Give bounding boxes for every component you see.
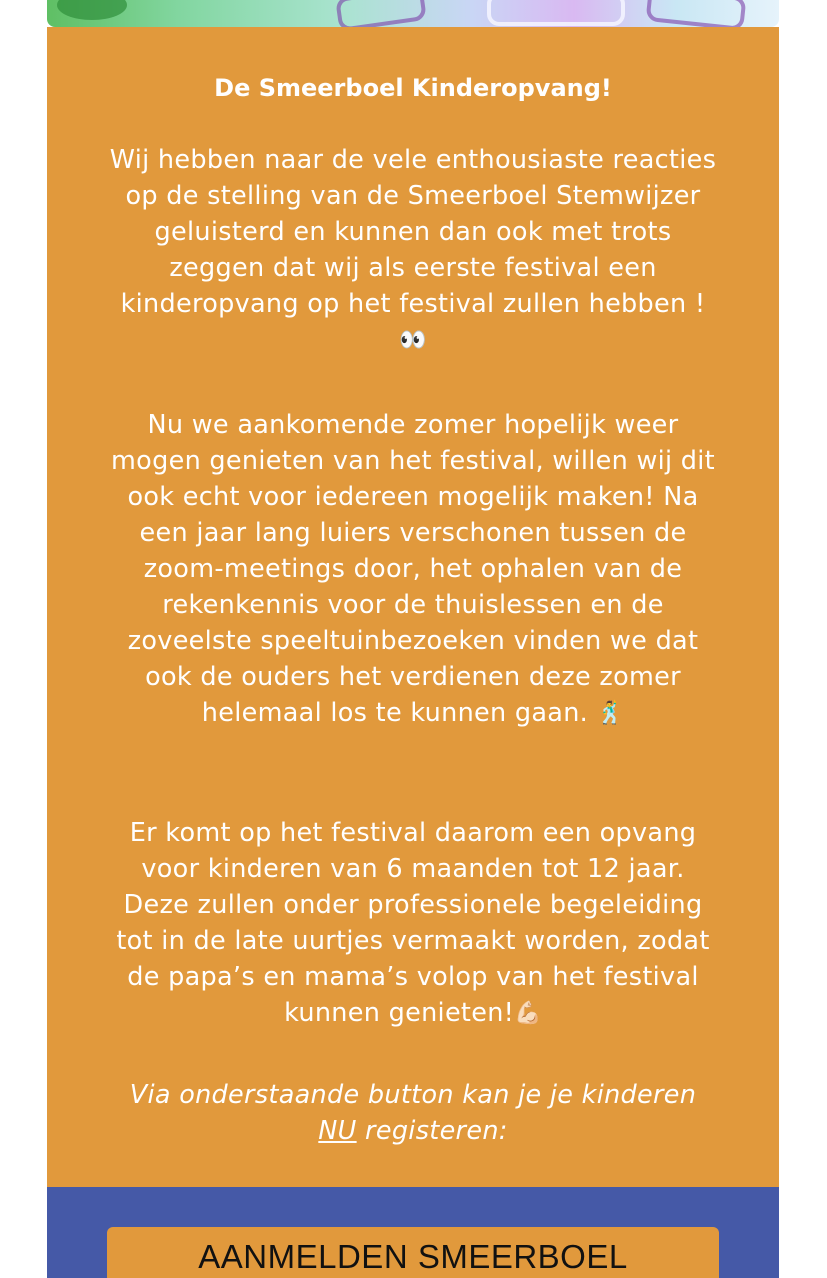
- flexed-biceps-emoji-icon: 💪🏻: [514, 1001, 542, 1026]
- paragraph-motivation-text: Nu we aankomende zomer hopelijk weer mogen genieten van het festival, willen wij dit ook echt voor iedereen mogelijk maken! Na een jaar lang luiers verschonen tussen de zoom-meetings door, het ophalen van de rekenkennis voor de thuislessen en de zoveelste speeltuinbezoeken vinden we dat ook de ouders het verdienen deze zomer helemaal los te kunnen gaan.: [111, 410, 715, 728]
- register-smeerboel-button[interactable]: AANMELDEN SMEERBOEL: [107, 1227, 719, 1278]
- announcement-block: [47, 27, 779, 1187]
- paragraph-details-text: Er komt op het festival daarom een opvang voor kinderen van 6 maanden tot 12 jaar. Deze zullen onder professionele begeleiding tot in de late uurtjes vermaakt worden, zodat de papa’s en mama’s volop van het festival kunnen genieten!: [116, 818, 710, 1028]
- register-hint-emphasis: NU: [318, 1116, 357, 1146]
- paragraph-details: [107, 815, 719, 1032]
- banner-graffiti: [645, 0, 746, 27]
- paragraph-register-hint: [107, 1077, 719, 1149]
- dancing-man-emoji-icon: 🕺: [596, 701, 625, 726]
- banner-graffiti: [335, 0, 427, 27]
- register-hint-after: registeren:: [356, 1116, 508, 1146]
- paragraph-intro-text: Wij hebben naar de vele enthousiaste reacties op de stelling van de Smeerboel Stemwijzer geluisterd en kunnen dan ook met trots zeggen dat wij als eerste festival een kinderopvang op het festival zullen hebben !: [109, 145, 717, 319]
- banner-foliage: [57, 0, 127, 20]
- register-hint-before: Via onderstaande button kan je je kinderen: [129, 1080, 697, 1110]
- paragraph-intro: [107, 142, 719, 359]
- eyes-emoji-icon: 👀: [399, 328, 427, 353]
- announcement-title: De Smeerboel Kinderopvang!: [214, 74, 612, 102]
- paragraph-motivation: [107, 407, 719, 732]
- festival-banner-image: [47, 0, 779, 27]
- cta-band: [47, 1187, 779, 1278]
- banner-graffiti: [487, 0, 625, 26]
